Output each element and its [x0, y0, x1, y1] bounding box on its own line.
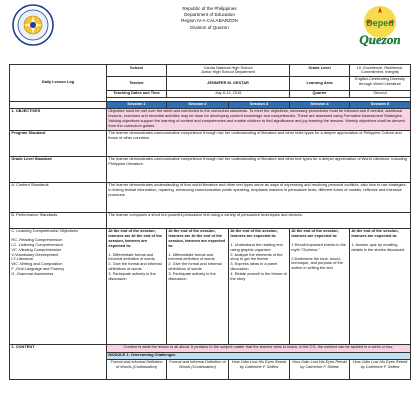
header-department: Department of Education	[184, 12, 235, 18]
learning-area-label: Learning Area	[290, 76, 350, 90]
s1-item-3: 3. Participate actively in the discussion	[108, 270, 156, 281]
session-5-header: Session 5	[350, 101, 411, 108]
session-header-row	[10, 101, 411, 108]
s1-item-2: 2. Give the formal and informal definitions of words	[108, 261, 162, 271]
teacher-label: Teacher	[107, 76, 167, 90]
learning-competencies-label: C. Learning Competencies/ Objectives	[11, 228, 78, 234]
header-division: Division of Quezon	[190, 24, 229, 30]
s2-item-3: 3. Participate actively in the discussion	[168, 270, 216, 281]
session-2-competencies	[167, 228, 229, 344]
s1-intro: At the end of the session, learners are At the end of the session, learners are expected to:	[108, 228, 163, 248]
teacher-name: JENNIFER M. OESTAR	[167, 76, 290, 90]
quarter-label: Quarter	[290, 90, 350, 97]
header-region: Region IV-A CALABARZON	[181, 18, 238, 24]
content-standards-text: The learner demonstrates understanding of how world literature and other text types serve as ways of expressing and resolving personal conflicts, also how to use strategies in linking textual information, repairing, enhancing communication public speaking, emphasis markers in persuasive texts, different forms of modals, reflexive and intensive pronouns.	[107, 182, 411, 212]
s2-item-1: 1. Differentiate formal and informal definition of words	[168, 251, 215, 262]
legend-f: F -Oral Language and Fluency	[11, 265, 65, 271]
grade-level-value: 10- Excellence, Resilience, Commitment, Integrity	[350, 65, 411, 77]
session-1-header: Session 1	[107, 101, 167, 108]
teaching-dates-value: July 8-12, 2019	[167, 90, 290, 97]
learning-competencies-cell	[10, 228, 107, 344]
learning-area-value: English-Celebrating Diversity through World Literature	[350, 76, 411, 90]
teaching-dates-label: Teaching Dates and Time	[107, 90, 167, 97]
legend-g: G -Grammar Awareness	[11, 270, 54, 276]
content-topic-2: Formal and Informal Definition of Words (Continuation)	[167, 359, 229, 379]
school-value: Canda National High School Junior High School Department	[167, 65, 290, 77]
s4-item-1: 1.Recall important events in the myth "Orpheus."	[291, 241, 346, 252]
program-standard-label: Program Standard	[10, 130, 107, 156]
content-topic-1: Formal and Informal Definition of Words (Continuation)	[107, 359, 167, 379]
content-topic-5: How Odin Lost His Eyes Retold by Catherine F. Sellew	[350, 359, 411, 379]
program-standard-text: The learner demonstrates communicative competence through his/ her understanding of literature and other texts types for a deeper appreciation of Philippine Culture and those of other countries.	[107, 130, 411, 156]
header-republic: Republic of the Philippines	[182, 6, 237, 11]
content-topic-3: How Odin Lost His Eyes Retold by Catherine F. Sellew	[229, 359, 290, 379]
legend-lc: LC -Listening Comprehension	[11, 241, 63, 247]
s5-item-1: 1. Answer quiz by recalling details in the stories discussed.	[351, 241, 406, 252]
session-1-competencies	[107, 228, 167, 344]
legend-wc: WC -Writing and Composition	[11, 261, 63, 267]
s1-item-1: 1. Differentiate formal and informal definition of words	[108, 251, 155, 262]
session-5-competencies	[350, 228, 411, 344]
session-2-header: Session 2	[167, 101, 229, 108]
legend-lt: LT-Literature	[11, 256, 34, 262]
s2-item-2: 2. Give the formal and informal definitions of words	[168, 261, 222, 271]
legend-v: V-Vocabulary Development	[11, 251, 59, 257]
session-header-blank	[10, 101, 107, 108]
objectives-text: Objective must be met over the week and connected to the curriculum standards. To meet the objectives, necessary procedures must be followed and if needed, additional lessons, exercises and remedial activities may be done for developing content knowledge and competencies. These are assessed using Formative Assessment Strategies. Valuing objectives support the learning of content and competencies and enable children to find significance and joy learning the lessons. Weekly objectives shall be derived from the curriculum guides.	[107, 108, 411, 130]
grade-level-standard-label: Grade Level Standard	[10, 156, 107, 182]
s4-item-2: 2.Determine the tone, mood, technique, and purpose of the author in writing the text.	[291, 255, 343, 271]
legend-vc: VC -Viewing Comprehension	[11, 246, 62, 252]
grade-level-standard-text: The learner demonstrates communicative competence through his/ her understanding of literature and other text types for a deeper appreciation of World Literature, including Philippine Literature.	[107, 156, 411, 182]
performance-standards-text: The learner composes a short but powerful persuasive text using a variety of persuasive techniques and devices.	[107, 212, 411, 228]
school-label: School	[107, 65, 167, 77]
objectives-label: 1. OBJECTIVES	[10, 108, 107, 130]
deped-quezon-logo	[351, 4, 409, 50]
module-title: MODULE 1: Overcoming Challenges	[107, 352, 411, 359]
logo-text-top: Deped	[366, 18, 394, 28]
s3-item-1: 1. Understand the reading text using graphic organizer	[230, 241, 283, 252]
content-label: 2. CONTENT	[10, 344, 107, 379]
content-note: Content is what the lesson is all about. It pertains to the subject matter that the teacher aims to teach, in the CG, the content can be tackled in a week or two.	[107, 344, 411, 352]
s2-intro: At the end of the session, learners are At the end of the session, learners are expected to:	[168, 228, 226, 248]
s3-item-4: 4. Relate oneself to the theme of the story	[230, 270, 287, 281]
session-4-competencies	[290, 228, 350, 344]
session-4-header: Session 4	[290, 101, 350, 108]
content-topic-4: How Odin Lost His Eyes Retold by Catherine F. Sellew	[290, 359, 350, 379]
quarter-value: Second	[350, 90, 411, 97]
s3-intro: At the end of the session, learners are expected to:	[230, 228, 278, 239]
daily-lesson-log-title: Daily Lesson Log	[10, 65, 107, 102]
performance-standards-label: B. Performance Standards	[10, 212, 107, 228]
lesson-log-table	[9, 64, 411, 380]
s3-item-2: 2. Analyze the elements of the story to get the theme	[230, 251, 283, 262]
s3-item-3: 3. Express ideas in a panel discussion	[230, 261, 278, 271]
session-3-header: Session 3	[229, 101, 290, 108]
grade-level-label: Grade Level	[290, 65, 350, 77]
content-standards-label: A. Content Standards	[10, 182, 107, 212]
logo-text-bottom: Quezon	[359, 32, 401, 47]
document-header	[0, 0, 419, 58]
session-3-competencies	[229, 228, 290, 344]
s5-intro: At the end of the session, learners are expected to:	[351, 228, 399, 239]
legend-rc: RC -Reading Comprehension	[11, 237, 63, 243]
s4-intro: At the end of the session, learners are expected to:	[291, 228, 339, 239]
